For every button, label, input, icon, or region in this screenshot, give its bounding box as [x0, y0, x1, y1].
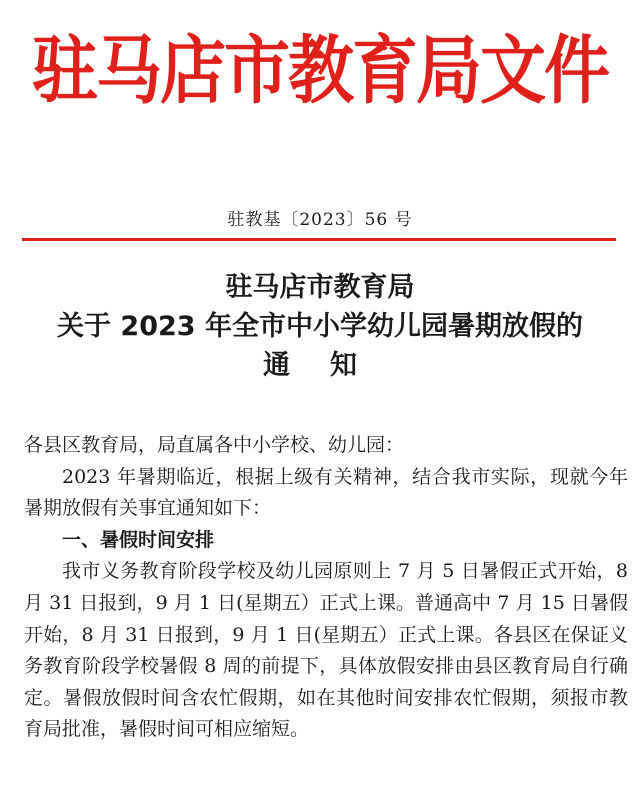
notice-body	[24, 430, 628, 746]
title-line-subject: 关于 2023 年全市中小学幼儿园暑期放假的	[57, 311, 583, 342]
document-header-title: 驻马店市教育局文件	[32, 27, 608, 115]
title-line-notice: 通知	[263, 350, 397, 381]
section-heading-schedule: 一、暑假时间安排	[62, 528, 215, 551]
intro-paragraph: 2023 年暑期临近，根据上级有关精神，结合我市实际，现就今年暑期放假有关事宜通知如下：	[24, 465, 628, 520]
red-divider-line	[22, 238, 616, 241]
notice-title	[0, 268, 640, 385]
document-number: 驻教基〔2023〕56 号	[227, 210, 413, 230]
title-line-issuer: 驻马店市教育局	[225, 272, 415, 303]
schedule-paragraph: 我市义务教育阶段学校及幼儿园原则上 7 月 5 日暑假正式开始，8 月 31 日报到，9 月 1 日(星期五）正式上课。普通高中 7 月 15 日暑假开始，8 月 31 日报到，9 月 1 日(星期五）正式上课。各县区在保证义务教育阶段学校暑假 8 周的前提下，具体放假安排由县区教育局自行确定。暑假放假时间含农忙假期，如在其他时间安排农忙假期，须报市教育局批准，暑假时间可相应缩短。	[24, 560, 628, 741]
salutation: 各县区教育局，局直属各中小学校、幼儿园：	[24, 434, 405, 456]
